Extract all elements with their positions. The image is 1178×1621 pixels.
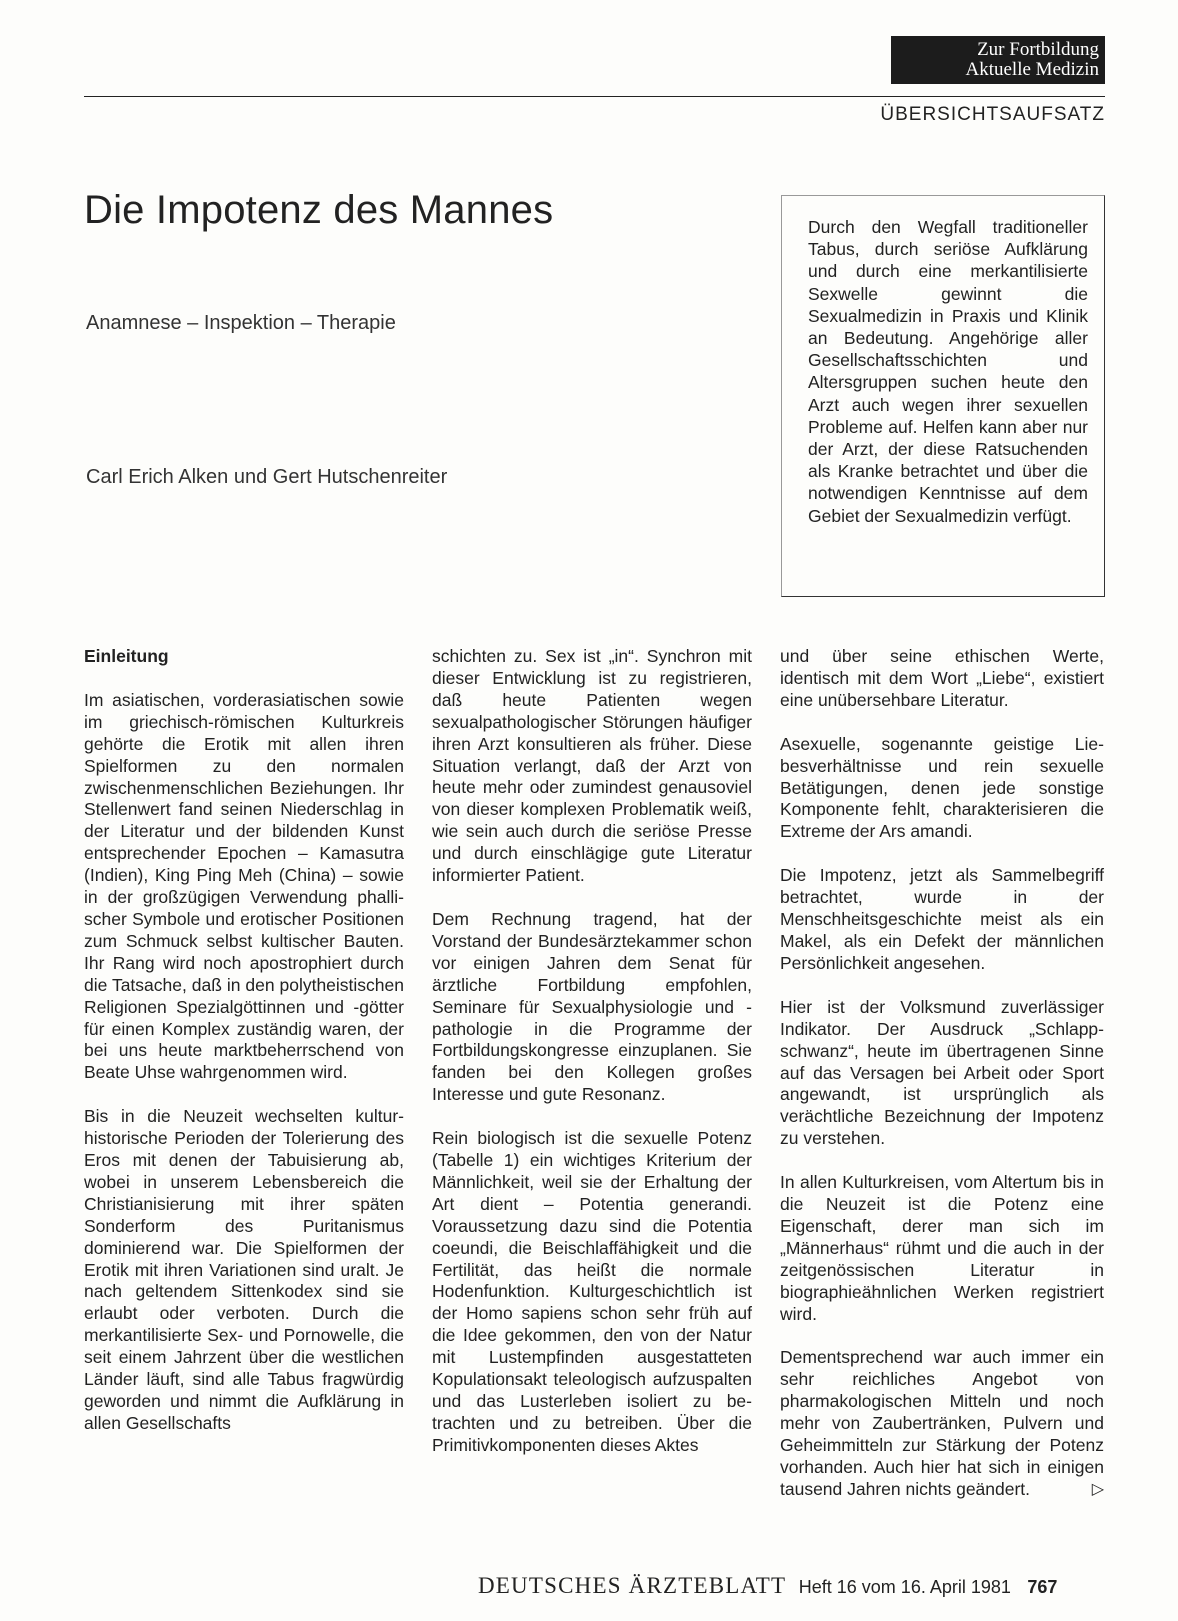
journal-name: DEUTSCHES ÄRZTEBLATT [478,1573,787,1598]
issue-info: Heft 16 vom 16. April 1981 [798,1577,1011,1597]
paragraph-text: Dementsprechend war auch immer ein sehr reichliches Angebot von pharmakologischen Mitteln und noch mehr von Zaubertränken, Pulvern und Geheimmitteln zur Stärkung der Potenz vorhanden. Auch hier hat sich in einigen tausend Jahren nichts geändert. [780,1347,1104,1499]
page-number: 767 [1027,1577,1058,1597]
rubric-label: ÜBERSICHTSAUFSATZ [880,104,1105,125]
continue-arrow-icon: ▷ [1091,1480,1104,1498]
badge-line-2: Aktuelle Medizin [965,59,1099,80]
paragraph: Dem Rechnung tragend, hat der Vorstand der Bundesärztekammer schon vor einigen Jahren dem Senat für ärztliche Fortbildung empfohlen, Seminare für Sexualphysiologie und -pathologie in die Programme der Fortbildungskongresse einzuplanen. Sie fanden bei den Kollegen großes Interesse und gute Resonanz. [432,908,752,1105]
article-subtitle: Anamnese – Inspektion – Therapie [86,312,396,334]
header-rule [84,96,1105,97]
paragraph: Im asiatischen, vorderasiatischen sowie im griechisch-römischen Kulturkreis gehörte die Erotik mit allen ihren Spielformen zu den normalen zwischenmenschlichen Beziehungen. Ihr Stellenwert fand seinen Niederschlag in der Literatur und der bildenden Kunst entsprechender Epochen – Kamasutra (Indien), King Ping Meh (China) – sowie in der großzügigen Verwendung phallischer Symbole und erotischer Positionen zum Schmuck selbst kultischer Bauten. Ihr Rang wird noch apostrophiert durch die Tatsache, daß in den polytheistischen Religionen Spezialgöttinnen und -götter für einen Komplex zuständig waren, der bei uns heute marktbeherrschend von Beate Uhse wahrgenommen wird. [84,689,404,1083]
page-footer [478,1573,1057,1599]
article-authors: Carl Erich Alken und Gert Hutschenreiter [86,466,448,488]
section-heading: Einleitung [84,646,169,666]
text-column-3 [780,646,1104,1523]
paragraph: Die Impotenz, jetzt als Sammelbegriff betrachtet, wurde in der Menschheitsgeschichte meist als ein Makel, als ein Defekt der männlichen Persönlichkeit angesehen. [780,865,1104,973]
section-badge [891,36,1105,84]
badge-line-1: Zur Fortbildung [977,39,1099,60]
paragraph-last [780,1347,1104,1500]
paragraph: Rein biologisch ist die sexuelle Potenz (Tabelle 1) ein wichtiges Kriterium der Männlichkeit, weil sie der Erhaltung der Art dient – Potentia generandi. Voraussetzung dazu sind die Potentia coeundi, die Beischlaffähigkeit und die Fertilität, das heißt die normale Hodenfunktion. Kulturgeschichtlich ist der Homo sapiens schon sehr früh auf die Idee gekommen, den von der Natur mit Lustempfinden ausgestatteten Kopulationsakt teleologisch aufzuspalten und das Lusterleben isoliert zu betrachten und zu betreiben. Über die Primitivkomponenten dieses Aktes [432,1128,752,1455]
text-column-2 [432,646,752,1479]
paragraph: Bis in die Neuzeit wechselten kulturhistorische Perioden der Tolerierung des Eros mit denen der Tabuisierung ab, wobei in unserem Lebensbereich die Christianisierung mit ihrer späten Sonderform des Puritanismus dominierend war. Die Spielformen der Erotik mit ihren Variationen sind uralt. Je nach geltendem Sittenkodex sind sie erlaubt oder verboten. Durch die merkantilisierte Sex- und Pornowelle, die seit einem Jahrzent über die westlichen Länder läuft, sind alle Tabus fragwürdig geworden und nimmt die Aufklärung in allen Gesellschafts [84,1106,404,1433]
paragraph: In allen Kulturkreisen, vom Altertum bis in die Neuzeit ist die Potenz eine Eigenschaft, derer man sich im „Männerhaus“ rühmt und die auch in der zeitgenössischen Literatur in biographieähnlichen Werken registriert wird. [780,1172,1104,1324]
article-title: Die Impotenz des Mannes [84,188,554,232]
paragraph: und über seine ethischen Werte, identisch mit dem Wort „Liebe“, existiert eine unübersehbare Literatur. [780,646,1104,710]
paragraph: schichten zu. Sex ist „in“. Synchron mit dieser Entwicklung ist zu registrieren, daß heute Patienten wegen sexualpathologischer Störungen häufiger ihren Arzt konsultieren als früher. Diese Situation verlangt, daß der Arzt von heute mehr oder zumindest genausoviel von dieser komplexen Problematik weiß, wie sein auch durch die seriöse Presse und durch einschlägige gute Literatur informierter Patient. [432,646,752,886]
paragraph: Hier ist der Volksmund zuverlässiger Indikator. Der Ausdruck „Schlappschwanz“, heute im übertragenen Sinne auf das Versagen bei Arbeit oder Sport angewandt, ist ursprünglich als verächtliche Bezeichnung der Impotenz zu verstehen. [780,996,1104,1149]
text-column-1 [84,646,404,1457]
abstract-text: Durch den Wegfall traditioneller Tabus, durch seriöse Aufklärung und durch eine merkantilisierte Sexwelle gewinnt die Sexualmedizin in Praxis und Klinik an Bedeutung. Angehörige aller Gesellschaftsschichten und Altersgruppen suchen heute den Arzt auch wegen ihrer sexuellen Probleme auf. Helfen kann aber nur der Arzt, der diese Ratsuchenden als Kranke betrachtet und über die notwendigen Kenntnisse auf dem Gebiet der Sexualmedizin verfügt. [808,217,1088,526]
abstract-box [781,195,1105,597]
paragraph: Asexuelle, sogenannte geistige Liebesverhältnisse und rein sexuelle Betätigungen, denen jede sonstige Komponente fehlt, charakterisieren die Extreme der Ars amandi. [780,733,1104,842]
